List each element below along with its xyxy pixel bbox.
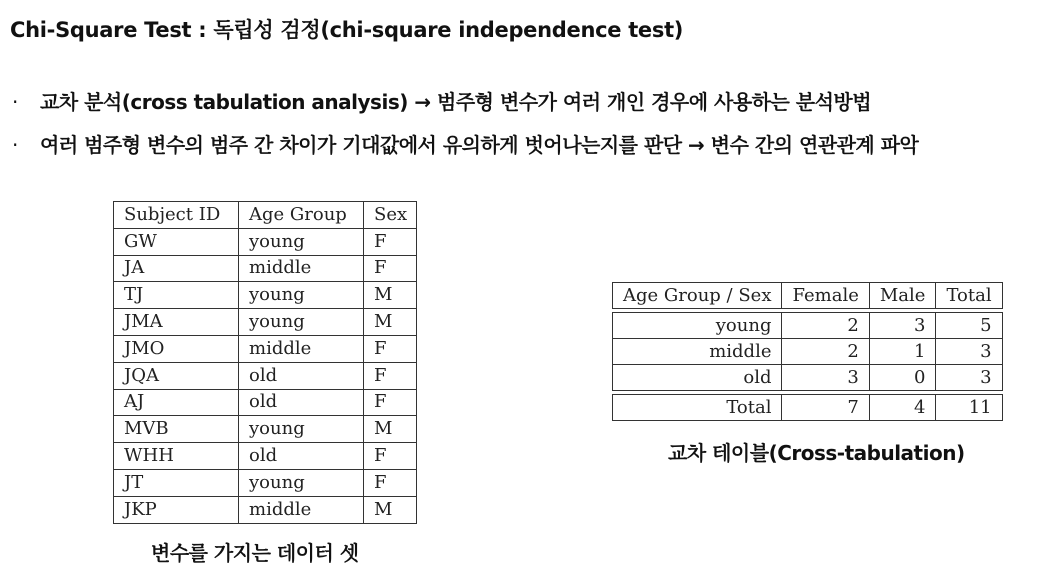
table-cell: 3	[936, 339, 1002, 365]
table-cell: 0	[869, 365, 936, 391]
table-cell: 5	[936, 313, 1002, 339]
column-header: Female	[782, 283, 869, 309]
bullet-item	[12, 86, 871, 115]
column-header: Male	[869, 283, 936, 309]
table-row	[613, 313, 1003, 339]
table-row	[114, 228, 417, 255]
table-row	[114, 469, 417, 496]
column-header: Age Group / Sex	[613, 283, 782, 309]
table-cell: WHH	[114, 443, 239, 470]
table-cell: F	[364, 228, 417, 255]
table-cell: JMA	[114, 309, 239, 336]
table-cell: 1	[869, 339, 936, 365]
column-header: Age Group	[239, 202, 364, 229]
table-cell: F	[364, 389, 417, 416]
bullet-text: 여러 범주형 변수의 범주 간 차이가 기대값에서 유의하게 벗어나는지를 판단 → 변수 간의 연관관계 파악	[40, 133, 919, 157]
table-cell: middle	[613, 339, 782, 365]
table-cell: AJ	[114, 389, 239, 416]
page-title: Chi-Square Test : 독립성 검정(chi-square independence test)	[10, 18, 684, 42]
table-cell: 7	[782, 395, 869, 421]
table-header-row	[114, 202, 417, 229]
table-row	[613, 395, 1003, 421]
table-cell: 4	[869, 395, 936, 421]
table-cell: 2	[782, 339, 869, 365]
bullet-dot: ·	[12, 133, 18, 157]
table-cell: old	[239, 389, 364, 416]
table-cell: 3	[869, 313, 936, 339]
table-cell: TJ	[114, 282, 239, 309]
table-cell: young	[239, 282, 364, 309]
table-row	[114, 309, 417, 336]
column-header: Total	[936, 283, 1002, 309]
table-cell: F	[364, 443, 417, 470]
dataset-caption: 변수를 가지는 데이터 셋	[151, 541, 359, 565]
table-cell: old	[239, 362, 364, 389]
table-row	[114, 389, 417, 416]
table-cell: F	[364, 255, 417, 282]
table-cell: middle	[239, 335, 364, 362]
table-row	[114, 335, 417, 362]
table-row	[114, 255, 417, 282]
cross-tabulation-table	[612, 282, 1003, 421]
table-cell: F	[364, 362, 417, 389]
table-cell: GW	[114, 228, 239, 255]
column-header: Subject ID	[114, 202, 239, 229]
table-cell: M	[364, 309, 417, 336]
table-cell: JQA	[114, 362, 239, 389]
table-cell: JMO	[114, 335, 239, 362]
table-cell: JKP	[114, 496, 239, 523]
table-cell: young	[239, 469, 364, 496]
table-row	[613, 365, 1003, 391]
table-header-row	[613, 283, 1003, 309]
table-row	[114, 362, 417, 389]
table-row	[613, 339, 1003, 365]
table-cell: 2	[782, 313, 869, 339]
bullet-item	[12, 129, 918, 158]
table-cell: middle	[239, 496, 364, 523]
table-cell: MVB	[114, 416, 239, 443]
table-cell: Total	[613, 395, 782, 421]
table-cell: young	[239, 228, 364, 255]
table-cell: young	[239, 416, 364, 443]
table-cell: young	[239, 309, 364, 336]
table-cell: JA	[114, 255, 239, 282]
table-row	[114, 496, 417, 523]
table-cell: M	[364, 282, 417, 309]
table-cell: 3	[936, 365, 1002, 391]
table-cell: F	[364, 335, 417, 362]
table-cell: young	[613, 313, 782, 339]
table-row	[114, 282, 417, 309]
cross-table-caption: 교차 테이블(Cross-tabulation)	[668, 441, 965, 465]
bullet-text: 교차 분석(cross tabulation analysis) → 범주형 변수가 여러 개인 경우에 사용하는 분석방법	[40, 90, 872, 114]
table-cell: old	[613, 365, 782, 391]
column-header: Sex	[364, 202, 417, 229]
table-cell: 3	[782, 365, 869, 391]
table-cell: M	[364, 496, 417, 523]
table-row	[114, 416, 417, 443]
table-cell: old	[239, 443, 364, 470]
table-row	[114, 443, 417, 470]
dataset-table	[113, 201, 417, 524]
table-cell: M	[364, 416, 417, 443]
table-cell: middle	[239, 255, 364, 282]
table-cell: 11	[936, 395, 1002, 421]
table-cell: F	[364, 469, 417, 496]
bullet-dot: ·	[12, 90, 18, 114]
table-cell: JT	[114, 469, 239, 496]
